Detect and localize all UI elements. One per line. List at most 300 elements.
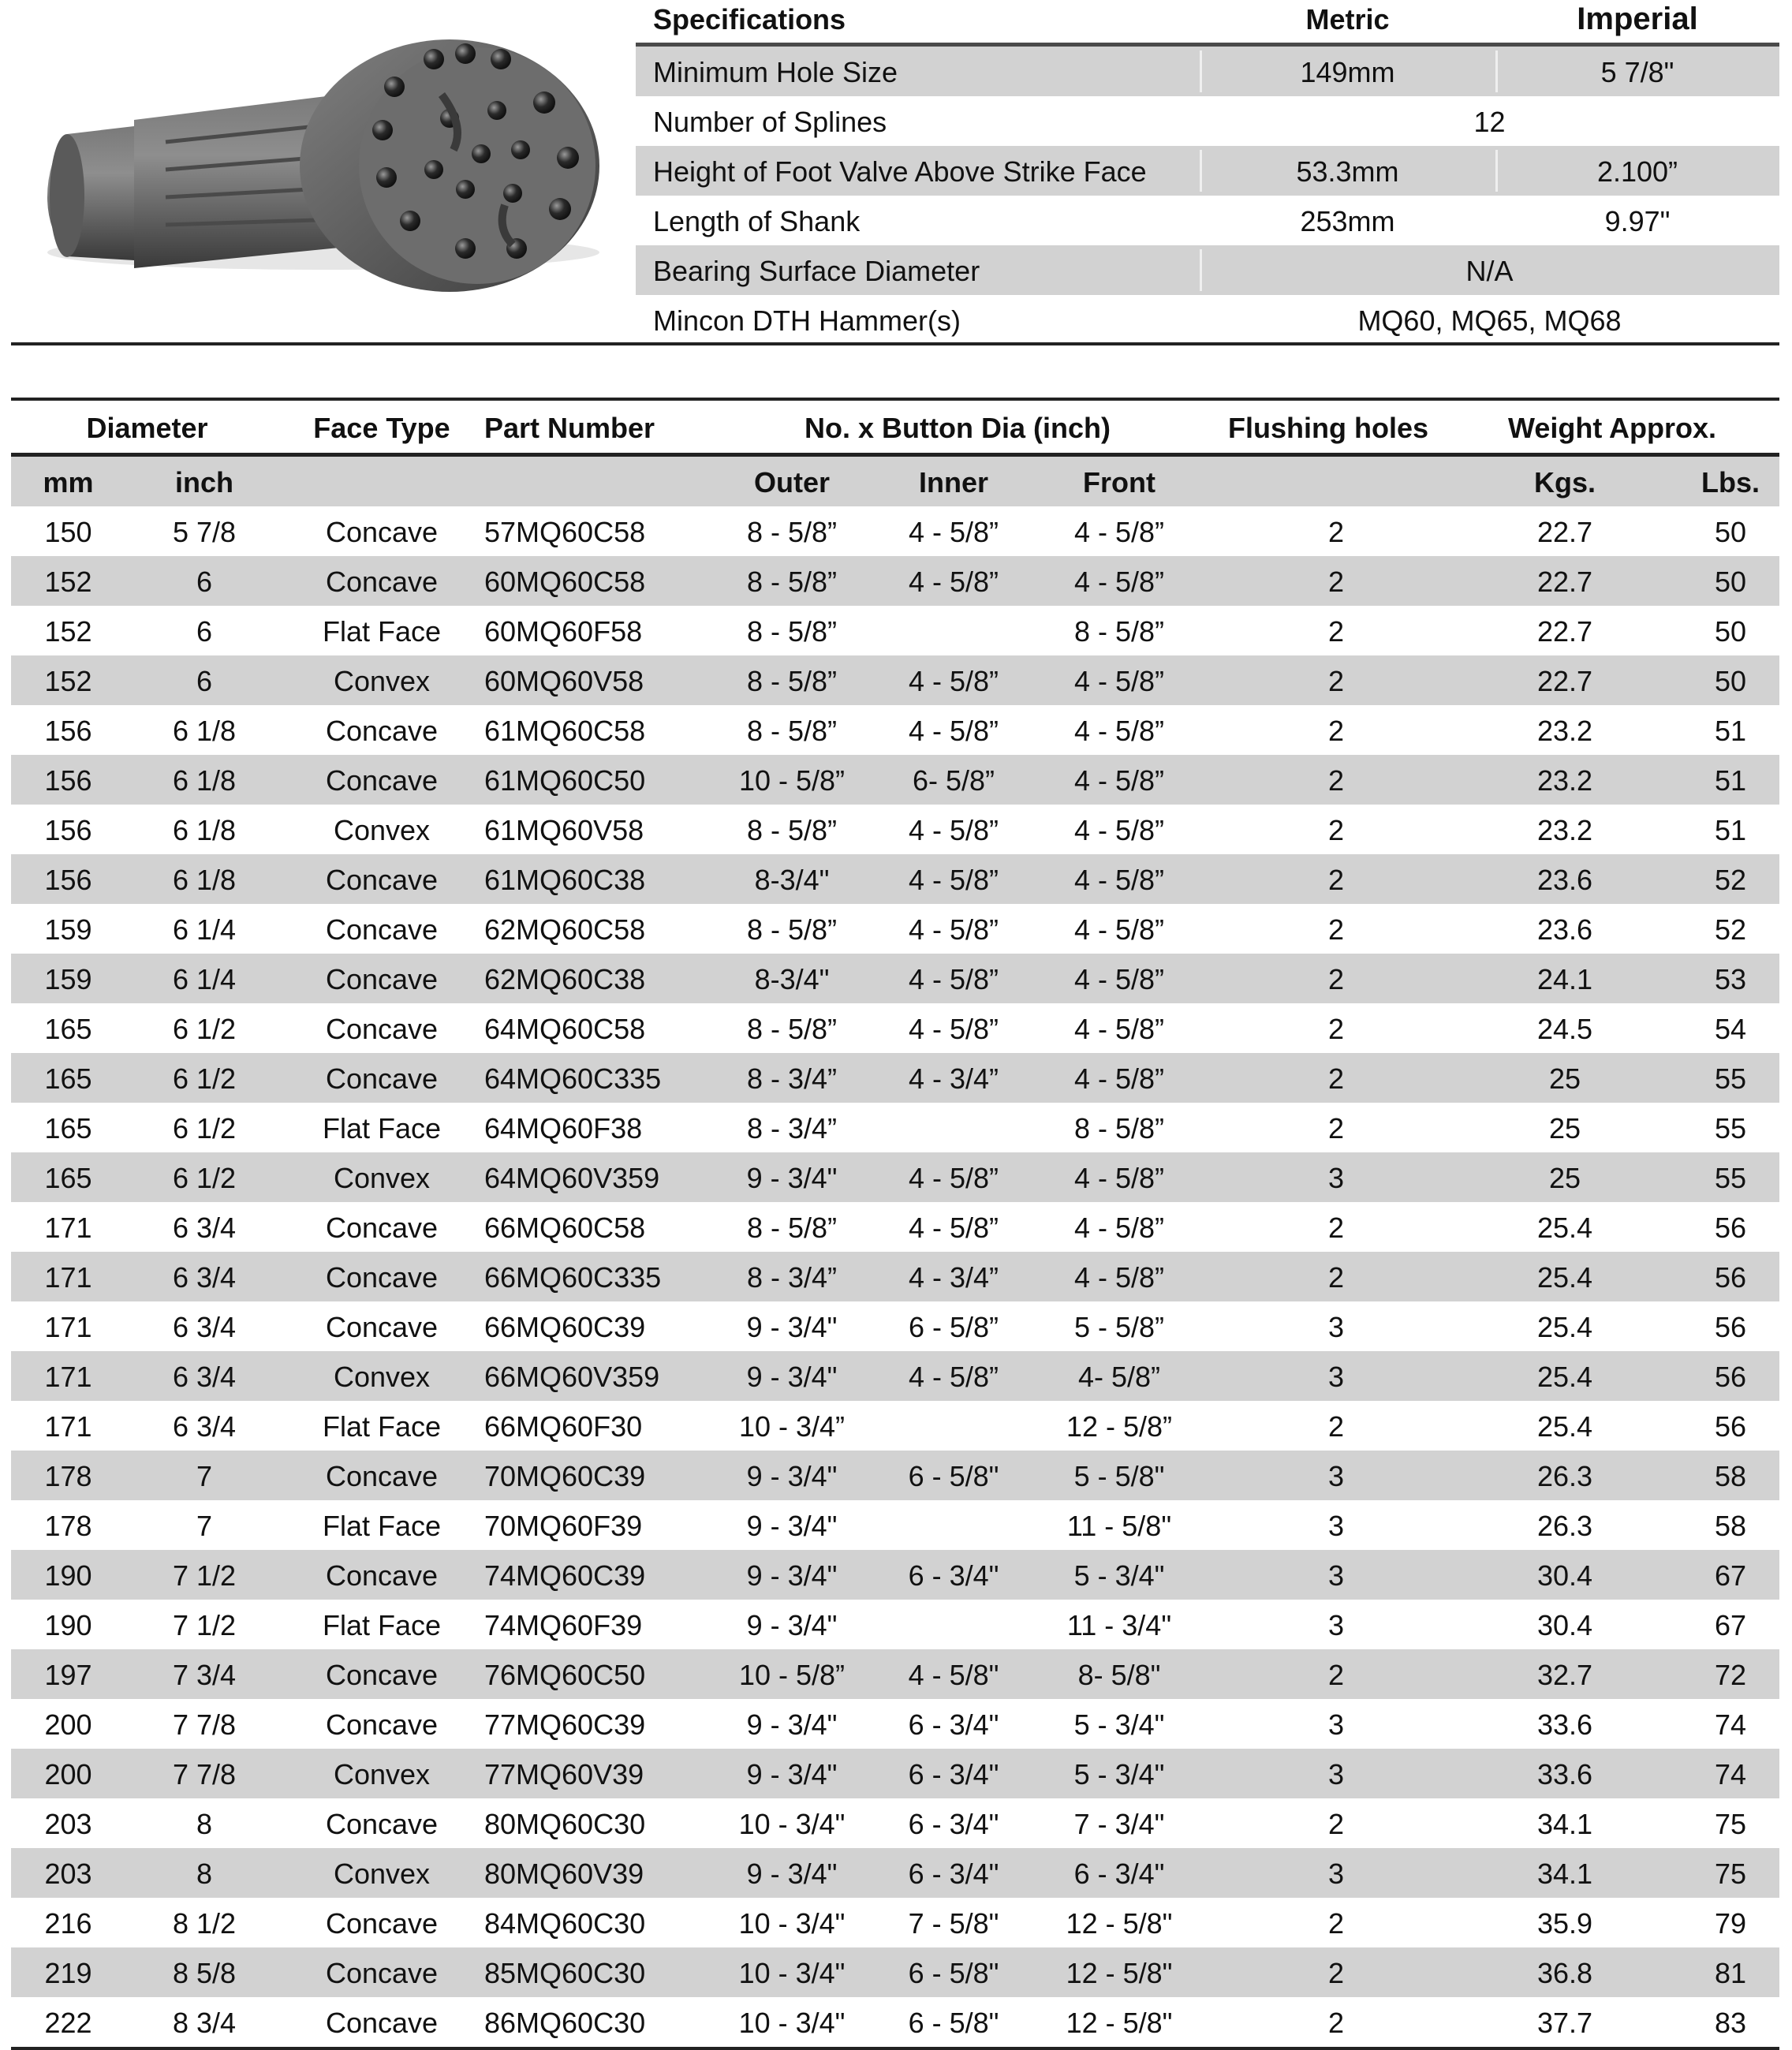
- cell-weight-lbs: 56: [1714, 1261, 1747, 1294]
- cell-part-number: 77MQ60C39: [484, 1708, 646, 1741]
- cell-diameter-mm: 203: [44, 1808, 92, 1840]
- cell-inner-buttons: 4 - 3/4”: [908, 1062, 999, 1095]
- subheader-lbs: Lbs.: [1701, 466, 1760, 498]
- cell-front-buttons: 8 - 5/8”: [1073, 1112, 1165, 1144]
- cell-weight-lbs: 79: [1714, 1907, 1747, 1940]
- cell-diameter-mm: 165: [44, 1162, 92, 1194]
- cell-flushing-holes: 2: [1327, 1013, 1345, 1045]
- cell-front-buttons: 4 - 5/8”: [1073, 715, 1165, 747]
- cell-part-number: 61MQ60V58: [484, 814, 644, 846]
- cell-outer-buttons: 10 - 3/4": [738, 1907, 846, 1940]
- cell-weight-kgs: 24.5: [1536, 1013, 1593, 1045]
- cell-face-type: Concave: [325, 516, 439, 548]
- cell-part-number: 61MQ60C50: [484, 764, 646, 797]
- cell-outer-buttons: 9 - 3/4": [746, 1311, 838, 1343]
- header-face-type: Face Type: [313, 412, 450, 444]
- cell-weight-kgs: 34.1: [1536, 1858, 1593, 1890]
- cell-weight-kgs: 22.7: [1536, 566, 1593, 598]
- table-bottom-rule: [11, 2047, 1779, 2050]
- metric-header: Metric: [1305, 3, 1390, 35]
- cell-flushing-holes: 2: [1327, 1062, 1345, 1095]
- cell-diameter-mm: 171: [44, 1410, 92, 1443]
- cell-diameter-inch: 7 7/8: [172, 1708, 237, 1741]
- cell-face-type: Concave: [325, 1907, 439, 1940]
- cell-diameter-mm: 165: [44, 1062, 92, 1095]
- cell-face-type: Flat Face: [322, 1510, 442, 1542]
- cell-weight-lbs: 51: [1714, 814, 1747, 846]
- table-row: [11, 1997, 1779, 2047]
- cell-diameter-inch: 7 7/8: [172, 1758, 237, 1790]
- cell-flushing-holes: 2: [1327, 1410, 1345, 1443]
- cell-outer-buttons: 8 - 5/8”: [746, 615, 838, 648]
- cell-front-buttons: 7 - 3/4": [1073, 1808, 1165, 1840]
- cell-weight-kgs: 23.6: [1536, 913, 1593, 946]
- cell-outer-buttons: 9 - 3/4": [746, 1361, 838, 1393]
- cell-inner-buttons: 4 - 5/8”: [908, 665, 999, 697]
- cell-weight-lbs: 75: [1714, 1858, 1747, 1890]
- table-row: [11, 655, 1779, 705]
- cell-flushing-holes: 2: [1327, 963, 1345, 995]
- subheader-kgs: Kgs.: [1533, 466, 1596, 498]
- cell-weight-lbs: 67: [1714, 1609, 1747, 1641]
- cell-part-number: 74MQ60C39: [484, 1559, 646, 1592]
- table-row: [11, 1550, 1779, 1600]
- cell-part-number: 61MQ60C58: [484, 715, 646, 747]
- cell-flushing-holes: 2: [1327, 2007, 1345, 2039]
- cell-outer-buttons: 10 - 3/4": [738, 1957, 846, 1989]
- spec-label: Number of Splines: [653, 106, 887, 138]
- cell-face-type: Convex: [333, 814, 431, 846]
- cell-diameter-inch: 6 1/8: [172, 814, 237, 846]
- cell-weight-lbs: 56: [1714, 1212, 1747, 1244]
- cell-diameter-mm: 156: [44, 864, 92, 896]
- cell-flushing-holes: 2: [1327, 913, 1345, 946]
- spec-metric-value: 53.3mm: [1296, 155, 1399, 188]
- cell-diameter-inch: 6 1/8: [172, 715, 237, 747]
- cell-weight-lbs: 50: [1714, 615, 1747, 648]
- cell-diameter-inch: 6: [196, 665, 213, 697]
- cell-weight-kgs: 25.4: [1536, 1212, 1593, 1244]
- table-body: [11, 506, 1779, 2047]
- cell-weight-kgs: 25.4: [1536, 1361, 1593, 1393]
- cell-weight-lbs: 55: [1714, 1162, 1747, 1194]
- cell-flushing-holes: 3: [1327, 1361, 1345, 1393]
- cell-front-buttons: 5 - 3/4": [1073, 1559, 1165, 1592]
- table-row: [11, 705, 1779, 755]
- cell-outer-buttons: 8 - 5/8”: [746, 814, 838, 846]
- cell-part-number: 64MQ60F38: [484, 1112, 643, 1144]
- cell-diameter-inch: 6 3/4: [172, 1212, 237, 1244]
- spec-row: [636, 245, 1779, 295]
- cell-face-type: Flat Face: [322, 615, 442, 648]
- header-part-number: Part Number: [484, 412, 655, 444]
- cell-part-number: 74MQ60F39: [484, 1609, 643, 1641]
- cell-part-number: 61MQ60C38: [484, 864, 646, 896]
- cell-part-number: 86MQ60C30: [484, 2007, 646, 2039]
- cell-weight-kgs: 25.4: [1536, 1261, 1593, 1294]
- cell-face-type: Convex: [333, 1361, 431, 1393]
- cell-weight-kgs: 36.8: [1536, 1957, 1593, 1989]
- cell-diameter-mm: 156: [44, 715, 92, 747]
- spec-imperial-value: 2.100”: [1596, 155, 1678, 188]
- cell-front-buttons: 4 - 5/8”: [1073, 963, 1165, 995]
- cell-flushing-holes: 3: [1327, 1708, 1345, 1741]
- cell-front-buttons: 5 - 5/8”: [1073, 1311, 1165, 1343]
- cell-weight-lbs: 56: [1714, 1410, 1747, 1443]
- cell-part-number: 70MQ60C39: [484, 1460, 646, 1492]
- cell-diameter-mm: 159: [44, 963, 92, 995]
- table-row: [11, 954, 1779, 1003]
- subheader-inch: inch: [174, 466, 233, 498]
- cell-front-buttons: 4 - 5/8”: [1073, 864, 1165, 896]
- cell-face-type: Concave: [325, 1062, 439, 1095]
- cell-weight-lbs: 83: [1714, 2007, 1747, 2039]
- cell-part-number: 84MQ60C30: [484, 1907, 646, 1940]
- table-row: [11, 1947, 1779, 1997]
- spec-row: [636, 96, 1779, 146]
- cell-face-type: Concave: [325, 1808, 439, 1840]
- cell-front-buttons: 4 - 5/8”: [1073, 1212, 1165, 1244]
- cell-weight-kgs: 35.9: [1536, 1907, 1593, 1940]
- cell-diameter-inch: 6 3/4: [172, 1311, 237, 1343]
- table-row: [11, 1202, 1779, 1252]
- cell-weight-kgs: 32.7: [1536, 1659, 1593, 1691]
- cell-flushing-holes: 2: [1327, 715, 1345, 747]
- cell-front-buttons: 4 - 5/8”: [1073, 814, 1165, 846]
- spec-row: [636, 196, 1779, 245]
- cell-outer-buttons: 9 - 3/4": [746, 1460, 838, 1492]
- cell-flushing-holes: 3: [1327, 1162, 1345, 1194]
- cell-diameter-inch: 6 1/2: [172, 1162, 237, 1194]
- table-row: [11, 805, 1779, 854]
- cell-flushing-holes: 3: [1327, 1758, 1345, 1790]
- cell-weight-lbs: 72: [1714, 1659, 1747, 1691]
- cell-weight-lbs: 51: [1714, 764, 1747, 797]
- cell-diameter-mm: 171: [44, 1311, 92, 1343]
- table-row: [11, 1103, 1779, 1152]
- table-row: [11, 1898, 1779, 1947]
- cell-diameter-inch: 6 3/4: [172, 1410, 237, 1443]
- cell-weight-kgs: 25.4: [1536, 1311, 1593, 1343]
- cell-inner-buttons: 6 - 3/4": [908, 1858, 999, 1890]
- cell-front-buttons: 4 - 5/8”: [1073, 913, 1165, 946]
- cell-face-type: Concave: [325, 1212, 439, 1244]
- cell-outer-buttons: 9 - 3/4": [746, 1609, 838, 1641]
- table-row: [11, 1600, 1779, 1649]
- cell-diameter-inch: 6 1/4: [172, 963, 237, 995]
- cell-face-type: Concave: [325, 913, 439, 946]
- cell-weight-lbs: 74: [1714, 1708, 1747, 1741]
- table-row: [11, 1252, 1779, 1301]
- spec-label: Bearing Surface Diameter: [653, 255, 980, 287]
- cell-diameter-mm: 165: [44, 1013, 92, 1045]
- cell-weight-kgs: 25.4: [1536, 1410, 1593, 1443]
- cell-diameter-mm: 222: [44, 2007, 92, 2039]
- cell-diameter-inch: 6 1/8: [172, 864, 237, 896]
- cell-flushing-holes: 2: [1327, 814, 1345, 846]
- cell-front-buttons: 4 - 5/8”: [1073, 1013, 1165, 1045]
- cell-diameter-inch: 6: [196, 566, 213, 598]
- cell-front-buttons: 11 - 5/8": [1066, 1510, 1172, 1542]
- cell-weight-kgs: 34.1: [1536, 1808, 1593, 1840]
- cell-diameter-mm: 152: [44, 665, 92, 697]
- cell-flushing-holes: 3: [1327, 1460, 1345, 1492]
- cell-face-type: Concave: [325, 1261, 439, 1294]
- table-row: [11, 1500, 1779, 1550]
- cell-outer-buttons: 9 - 3/4": [746, 1708, 838, 1741]
- cell-face-type: Concave: [325, 715, 439, 747]
- cell-flushing-holes: 2: [1327, 1907, 1345, 1940]
- cell-diameter-inch: 7 3/4: [172, 1659, 237, 1691]
- subheader-inner: Inner: [918, 466, 988, 498]
- subheader-outer: Outer: [753, 466, 830, 498]
- cell-part-number: 66MQ60C39: [484, 1311, 646, 1343]
- cell-part-number: 62MQ60C58: [484, 913, 646, 946]
- cell-inner-buttons: 4 - 5/8”: [908, 516, 999, 548]
- cell-diameter-mm: 150: [44, 516, 92, 548]
- cell-weight-kgs: 30.4: [1536, 1609, 1593, 1641]
- cell-front-buttons: 12 - 5/8": [1066, 1907, 1173, 1940]
- cell-face-type: Flat Face: [322, 1609, 442, 1641]
- cell-diameter-mm: 190: [44, 1559, 92, 1592]
- cell-part-number: 64MQ60C58: [484, 1013, 646, 1045]
- cell-part-number: 60MQ60C58: [484, 566, 646, 598]
- cell-weight-kgs: 23.2: [1536, 764, 1593, 797]
- spec-metric-value: 149mm: [1300, 56, 1395, 88]
- cell-flushing-holes: 2: [1327, 516, 1345, 548]
- cell-outer-buttons: 9 - 3/4": [746, 1162, 838, 1194]
- cell-diameter-mm: 200: [44, 1758, 92, 1790]
- table-row: [11, 854, 1779, 904]
- subheader-front: Front: [1083, 466, 1155, 498]
- spec-merged-value: 12: [1473, 106, 1506, 138]
- cell-inner-buttons: 6 - 5/8”: [908, 1311, 999, 1343]
- cell-flushing-holes: 2: [1327, 1957, 1345, 1989]
- cell-inner-buttons: 4 - 5/8”: [908, 963, 999, 995]
- spec-metric-value: 253mm: [1300, 205, 1395, 237]
- table-row: [11, 1848, 1779, 1898]
- cell-weight-lbs: 58: [1714, 1460, 1747, 1492]
- table-row: [11, 1152, 1779, 1202]
- cell-diameter-inch: 7 1/2: [172, 1609, 237, 1641]
- header-weight: Weight Approx.: [1508, 412, 1716, 444]
- cell-front-buttons: 5 - 5/8": [1073, 1460, 1165, 1492]
- cell-diameter-mm: 216: [44, 1907, 92, 1940]
- cell-outer-buttons: 8 - 3/4”: [746, 1112, 838, 1144]
- cell-outer-buttons: 8 - 5/8”: [746, 1013, 838, 1045]
- cell-part-number: 60MQ60F58: [484, 615, 643, 648]
- cell-weight-kgs: 30.4: [1536, 1559, 1593, 1592]
- cell-outer-buttons: 8 - 5/8”: [746, 1212, 838, 1244]
- cell-outer-buttons: 8 - 5/8”: [746, 516, 838, 548]
- cell-face-type: Concave: [325, 2007, 439, 2039]
- cell-diameter-mm: 178: [44, 1510, 92, 1542]
- bit-sizes-table: [11, 398, 1779, 2050]
- cell-weight-kgs: 23.6: [1536, 864, 1593, 896]
- cell-inner-buttons: 4 - 5/8”: [908, 913, 999, 946]
- cell-weight-lbs: 54: [1714, 1013, 1747, 1045]
- cell-inner-buttons: 4 - 5/8”: [908, 1013, 999, 1045]
- cell-outer-buttons: 8-3/4": [754, 864, 830, 896]
- cell-inner-buttons: 4 - 5/8”: [908, 715, 999, 747]
- cell-flushing-holes: 2: [1327, 864, 1345, 896]
- cell-diameter-mm: 190: [44, 1609, 92, 1641]
- cell-weight-lbs: 50: [1714, 516, 1747, 548]
- table-row: [11, 1451, 1779, 1500]
- table-row: [11, 1351, 1779, 1401]
- cell-weight-kgs: 22.7: [1536, 615, 1593, 648]
- cell-diameter-mm: 165: [44, 1112, 92, 1144]
- cell-flushing-holes: 2: [1327, 566, 1345, 598]
- cell-diameter-mm: 203: [44, 1858, 92, 1890]
- cell-weight-kgs: 25: [1548, 1162, 1581, 1194]
- cell-inner-buttons: 6 - 5/8": [908, 1460, 999, 1492]
- cell-diameter-inch: 8 1/2: [172, 1907, 237, 1940]
- cell-outer-buttons: 10 - 3/4": [738, 1808, 846, 1840]
- cell-diameter-mm: 197: [44, 1659, 92, 1691]
- cell-face-type: Flat Face: [322, 1410, 442, 1443]
- cell-weight-lbs: 81: [1714, 1957, 1747, 1989]
- cell-flushing-holes: 3: [1327, 1858, 1345, 1890]
- drill-bit-image: [24, 32, 599, 292]
- specifications-table: [636, 0, 1779, 345]
- cell-outer-buttons: 9 - 3/4": [746, 1858, 838, 1890]
- cell-face-type: Concave: [325, 1311, 439, 1343]
- cell-part-number: 77MQ60V39: [484, 1758, 644, 1790]
- cell-diameter-inch: 8 3/4: [172, 2007, 237, 2039]
- spec-imperial-value: 5 7/8": [1600, 56, 1674, 88]
- cell-weight-kgs: 22.7: [1536, 516, 1593, 548]
- cell-front-buttons: 12 - 5/8": [1066, 2007, 1173, 2039]
- subheader-mm: mm: [43, 466, 94, 498]
- cell-diameter-inch: 6 1/2: [172, 1013, 237, 1045]
- cell-diameter-inch: 6: [196, 615, 213, 648]
- cell-part-number: 66MQ60F30: [484, 1410, 643, 1443]
- cell-face-type: Concave: [325, 1708, 439, 1741]
- cell-diameter-inch: 7: [196, 1510, 213, 1542]
- cell-face-type: Concave: [325, 1460, 439, 1492]
- cell-flushing-holes: 3: [1327, 1311, 1345, 1343]
- cell-face-type: Flat Face: [322, 1112, 442, 1144]
- cell-inner-buttons: 4 - 5/8”: [908, 864, 999, 896]
- cell-inner-buttons: 6 - 5/8": [908, 2007, 999, 2039]
- cell-diameter-inch: 8: [196, 1808, 213, 1840]
- cell-flushing-holes: 3: [1327, 1559, 1345, 1592]
- cell-front-buttons: 5 - 3/4": [1073, 1758, 1165, 1790]
- cell-diameter-inch: 8: [196, 1858, 213, 1890]
- cell-weight-lbs: 75: [1714, 1808, 1747, 1840]
- cell-diameter-mm: 219: [44, 1957, 92, 1989]
- cell-front-buttons: 4 - 5/8”: [1073, 1062, 1165, 1095]
- cell-diameter-inch: 6 3/4: [172, 1361, 237, 1393]
- table-row: [11, 506, 1779, 556]
- cell-diameter-mm: 152: [44, 615, 92, 648]
- cell-weight-kgs: 23.2: [1536, 715, 1593, 747]
- cell-outer-buttons: 10 - 3/4": [738, 2007, 846, 2039]
- table-row: [11, 1301, 1779, 1351]
- cell-front-buttons: 4 - 5/8”: [1073, 516, 1165, 548]
- cell-inner-buttons: 4 - 5/8”: [908, 814, 999, 846]
- cell-diameter-inch: 7: [196, 1460, 213, 1492]
- table-row: [11, 904, 1779, 954]
- cell-diameter-mm: 171: [44, 1261, 92, 1294]
- cell-part-number: 76MQ60C50: [484, 1659, 646, 1691]
- cell-weight-kgs: 33.6: [1536, 1758, 1593, 1790]
- cell-flushing-holes: 2: [1327, 1112, 1345, 1144]
- cell-front-buttons: 4 - 5/8”: [1073, 665, 1165, 697]
- cell-weight-kgs: 23.2: [1536, 814, 1593, 846]
- cell-weight-lbs: 50: [1714, 566, 1747, 598]
- cell-face-type: Concave: [325, 764, 439, 797]
- cell-face-type: Convex: [333, 1758, 431, 1790]
- cell-outer-buttons: 10 - 5/8”: [738, 1659, 846, 1691]
- cell-part-number: 80MQ60C30: [484, 1808, 646, 1840]
- cell-outer-buttons: 8-3/4": [754, 963, 830, 995]
- cell-front-buttons: 12 - 5/8”: [1066, 1410, 1173, 1443]
- cell-diameter-mm: 171: [44, 1212, 92, 1244]
- cell-front-buttons: 11 - 3/4": [1066, 1609, 1172, 1641]
- cell-weight-lbs: 67: [1714, 1559, 1747, 1592]
- cell-diameter-mm: 152: [44, 566, 92, 598]
- table-row: [11, 556, 1779, 606]
- cell-inner-buttons: 7 - 5/8": [908, 1907, 999, 1940]
- cell-diameter-mm: 200: [44, 1708, 92, 1741]
- cell-flushing-holes: 3: [1327, 1510, 1345, 1542]
- cell-diameter-inch: 6 3/4: [172, 1261, 237, 1294]
- cell-diameter-mm: 156: [44, 814, 92, 846]
- cell-part-number: 64MQ60C335: [484, 1062, 662, 1095]
- cell-outer-buttons: 10 - 5/8”: [738, 764, 846, 797]
- cell-flushing-holes: 2: [1327, 1808, 1345, 1840]
- cell-diameter-inch: 8 5/8: [172, 1957, 237, 1989]
- cell-diameter-mm: 178: [44, 1460, 92, 1492]
- cell-inner-buttons: 4 - 5/8”: [908, 1212, 999, 1244]
- spec-row: [636, 146, 1779, 196]
- cell-face-type: Convex: [333, 1858, 431, 1890]
- cell-part-number: 80MQ60V39: [484, 1858, 644, 1890]
- cell-inner-buttons: 6- 5/8”: [912, 764, 995, 797]
- header-button-dia: No. x Button Dia (inch): [805, 412, 1111, 444]
- table-row: [11, 1699, 1779, 1749]
- cell-front-buttons: 4 - 5/8”: [1073, 1162, 1165, 1194]
- cell-weight-lbs: 52: [1714, 864, 1747, 896]
- cell-outer-buttons: 8 - 3/4”: [746, 1261, 838, 1294]
- cell-inner-buttons: 6 - 3/4": [908, 1758, 999, 1790]
- cell-flushing-holes: 2: [1327, 1659, 1345, 1691]
- cell-face-type: Concave: [325, 1013, 439, 1045]
- cell-face-type: Concave: [325, 963, 439, 995]
- cell-weight-kgs: 37.7: [1536, 2007, 1593, 2039]
- cell-outer-buttons: 9 - 3/4": [746, 1510, 838, 1542]
- cell-inner-buttons: 4 - 5/8": [908, 1659, 999, 1691]
- cell-front-buttons: 4- 5/8”: [1077, 1361, 1161, 1393]
- cell-flushing-holes: 2: [1327, 1261, 1345, 1294]
- cell-diameter-inch: 6 1/4: [172, 913, 237, 946]
- cell-part-number: 66MQ60C335: [484, 1261, 662, 1294]
- specifications-header: [636, 0, 1779, 47]
- cell-outer-buttons: 8 - 5/8”: [746, 665, 838, 697]
- cell-inner-buttons: 4 - 5/8”: [908, 566, 999, 598]
- table-row: [11, 1649, 1779, 1699]
- spec-label: Height of Foot Valve Above Strike Face: [653, 155, 1147, 188]
- cell-weight-lbs: 55: [1714, 1112, 1747, 1144]
- table-subheader-row: [11, 457, 1779, 506]
- cell-face-type: Concave: [325, 864, 439, 896]
- cell-outer-buttons: 8 - 5/8”: [746, 913, 838, 946]
- cell-diameter-mm: 156: [44, 764, 92, 797]
- table-row: [11, 1401, 1779, 1451]
- cell-flushing-holes: 2: [1327, 1212, 1345, 1244]
